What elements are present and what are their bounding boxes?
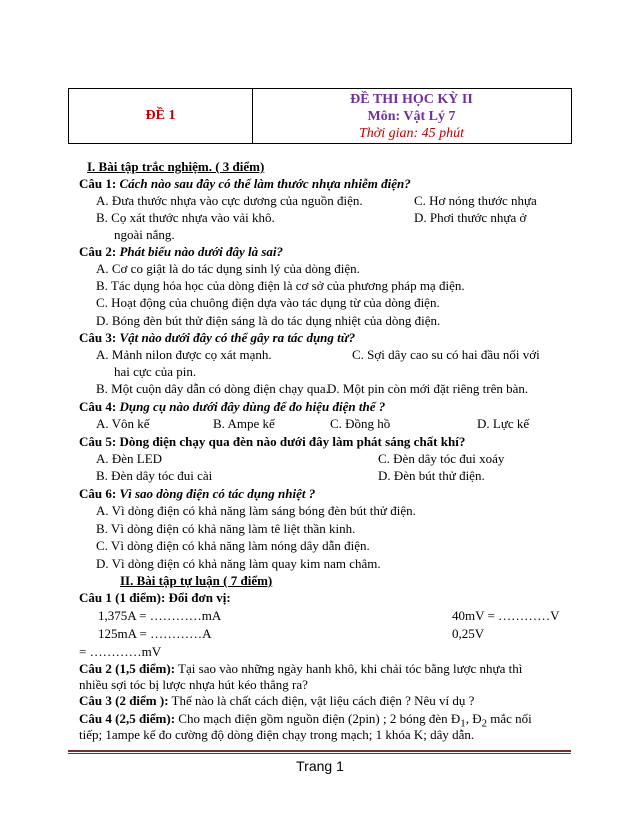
exam-time: Thời gian: 45 phút: [358, 126, 465, 141]
q3-option-b: B. Một cuộn dây dẫn có dòng điện chạy qua.: [96, 381, 329, 396]
e4-end: mắc nối: [487, 711, 532, 726]
q1-option-a: A. Đưa thước nhựa vào cực dương của nguồn điện.: [96, 193, 363, 208]
q6-option-d: D. Vì dòng điện có khả năng làm quay kim nam châm.: [96, 556, 381, 571]
q5-option-a: A. Đèn LED: [96, 451, 163, 466]
page-number: Trang 1: [296, 758, 344, 774]
e4-mid: , Đ: [465, 711, 482, 726]
e4-label: Câu 4 (2,5 điểm):: [79, 711, 176, 726]
q4-option-c: C. Đồng hồ: [330, 416, 391, 431]
q3-text: Vật nào dưới đây có thể gây ra tác dụng từ?: [119, 330, 356, 345]
e2-label: Câu 2 (1,5 điểm):: [79, 661, 176, 676]
e4-line-2: tiếp; 1ampe kế đo cường độ dòng điện chạy trong mạch; 1 khóa K; dây dẫn.: [79, 727, 475, 742]
q3-option-c-cont: hai cực của pin.: [114, 364, 197, 379]
q6-question: [79, 485, 315, 502]
e1-row-2: 40mV = …………V: [452, 608, 560, 623]
q5-option-c: C. Đèn dây tóc đui xoáy: [378, 451, 505, 466]
q5-option-b: B. Đèn dây tóc đui cài: [96, 468, 213, 483]
q3-question: [79, 329, 355, 346]
e3-question: [79, 692, 474, 709]
e4-line-1: Cho mạch điện gồm nguồn điện (2pin) ; 2 bóng đèn Đ: [175, 711, 461, 726]
q6-text: Vì sao dòng điện có tác dụng nhiệt ?: [119, 486, 316, 501]
footer-rule-thin: [68, 753, 571, 754]
part2-heading: II. Bài tập tự luận ( 7 điểm): [120, 573, 273, 588]
q4-option-a: A. Vôn kế: [96, 416, 150, 431]
q6-option-c: C. Vì dòng điện có khả năng làm nóng dây dẫn điện.: [96, 538, 370, 553]
q2-option-c: C. Hoạt động của chuông điện dựa vào tác dụng từ của dòng điện.: [96, 295, 440, 310]
q2-label: Câu 2:: [79, 244, 117, 259]
q4-label: Câu 4:: [79, 399, 117, 414]
part1-heading: I. Bài tập trắc nghiệm. ( 3 điểm): [87, 159, 265, 174]
e3-text: Thế nào là chất cách điện, vật liệu cách điện ? Nêu ví dụ ?: [168, 693, 475, 708]
q4-option-d: D. Lực kế: [477, 416, 530, 431]
q5-option-d: D. Đèn bút thử điện.: [378, 468, 485, 483]
e4-sub-2: 2: [481, 717, 488, 730]
e2-line-2: nhiều sợi tóc bị lược nhựa hút kéo thẳng ra?: [79, 677, 308, 692]
q6-option-b: B. Vì dòng điện có khả năng làm tê liệt thần kinh.: [96, 521, 356, 536]
q2-option-d: D. Bóng đèn bút thử điện sáng là do tác dụng nhiệt của dòng điện.: [96, 313, 441, 328]
q2-question: [79, 243, 283, 260]
e2-question: [79, 660, 522, 677]
exam-title-block: [252, 89, 571, 143]
q2-text: Phát biểu nào dưới đây là sai?: [119, 244, 284, 259]
e3-label: Câu 3 (2 điểm ):: [79, 693, 169, 708]
exam-code: ĐỀ 1: [69, 89, 253, 143]
q3-option-a: A. Mảnh nilon được cọ xát mạnh.: [96, 347, 272, 362]
exam-header: [68, 88, 572, 144]
q2-option-b: B. Tác dụng hóa học của dòng điện là cơ sở của phương pháp mạ điện.: [96, 278, 465, 293]
q1-option-b: B. Cọ xát thước nhựa vào vải khô.: [96, 210, 275, 225]
e4-sub-1: 1: [460, 717, 466, 730]
q5-text: : Dòng điện chạy qua đèn nào dưới đây làm phát sáng chất khí?: [111, 434, 466, 449]
q4-question: [79, 398, 385, 415]
e1-row-3: 125mA = …………A: [98, 626, 212, 641]
q3-option-c: C. Sợi dây cao su có hai đầu nối với: [352, 347, 540, 362]
exam-subject: Môn: Vật Lý 7: [367, 109, 456, 124]
e1-label: Câu 1 (1 điểm): Đổi đơn vị:: [79, 590, 231, 605]
q1-option-d: D. Phơi thước nhựa ở: [414, 210, 527, 225]
q1-label: Câu 1:: [79, 176, 117, 191]
q5-question: [79, 433, 465, 450]
q4-option-b: B. Ampe kế: [213, 416, 275, 431]
e1-row-1: 1,375A = …………mA: [98, 608, 222, 623]
q5-label: Câu 5: [79, 434, 112, 449]
q1-text: Cách nào sau đây có thể làm thước nhựa nhiễm điện?: [119, 176, 411, 191]
footer-rule: [68, 750, 571, 752]
e2-line-1: Tại sao vào những ngày hanh khô, khi chải tóc bằng lược nhựa thì: [175, 661, 523, 676]
exam-title: ĐỀ THI HỌC KỲ II: [350, 92, 473, 107]
e1-row-4: 0,25V: [452, 626, 485, 641]
q1-option-c: C. Hơ nóng thước nhựa: [414, 193, 537, 208]
q4-text: Dụng cụ nào dưới đây dùng để đo hiệu điện thế ?: [119, 399, 386, 414]
q6-option-a: A. Vì dòng điện có khả năng làm sáng bóng đèn bút thử điện.: [96, 503, 416, 518]
q6-label: Câu 6:: [79, 486, 117, 501]
e1-row-5: = …………mV: [79, 644, 162, 659]
q3-option-d: D. Một pin còn mới đặt riêng trên bàn.: [327, 381, 529, 396]
q2-option-a: A. Cơ co giật là do tác dụng sinh lý của dòng điện.: [96, 261, 360, 276]
q3-label: Câu 3:: [79, 330, 117, 345]
q1-option-d-cont: ngoài nắng.: [114, 227, 175, 242]
q1-question: [79, 175, 411, 192]
